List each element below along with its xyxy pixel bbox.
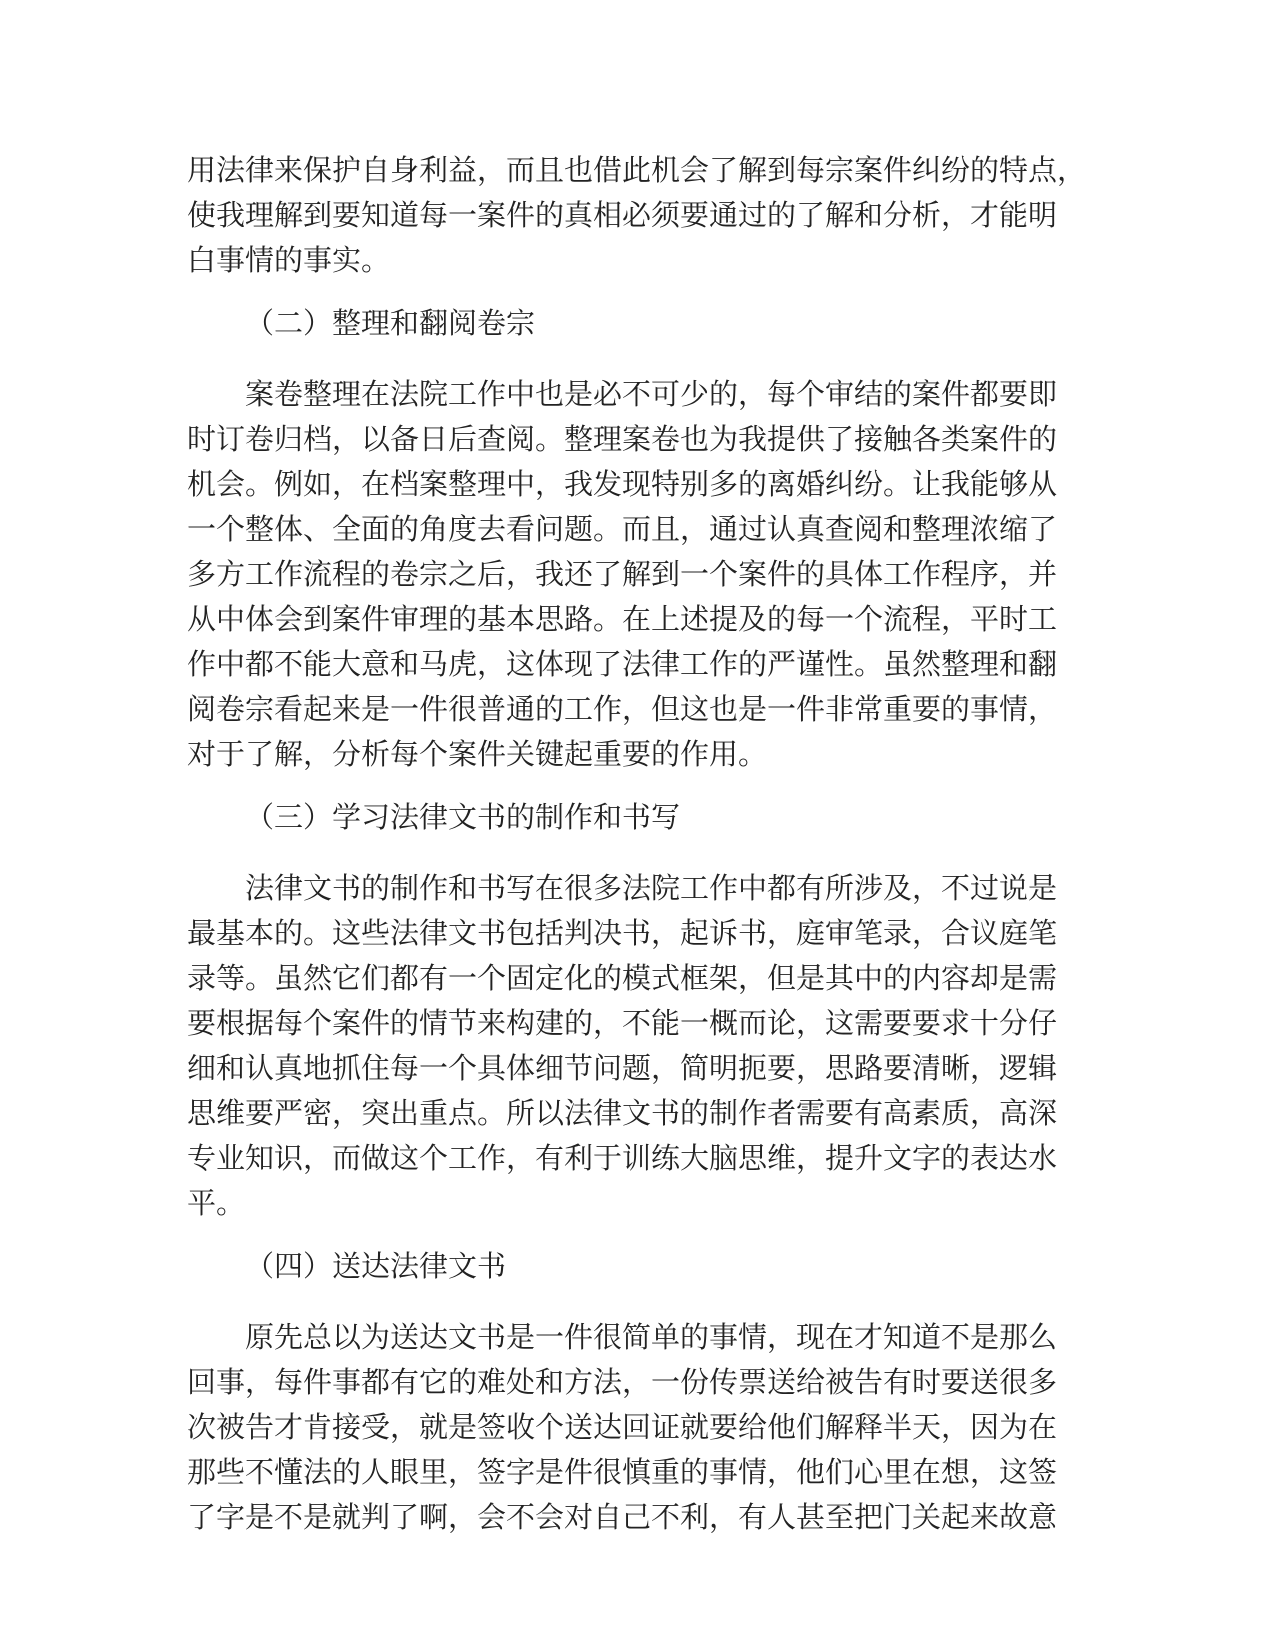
section-3-line: 平。 [187,1186,246,1220]
section-3-paragraph [187,866,1077,1226]
section-4-line: 次被告才肯接受，就是签收个送达回证就要给他们解释半天，因为在 [187,1410,1058,1444]
section-4-line: 回事，每件事都有它的难处和方法，一份传票送给被告有时要送很多 [187,1365,1058,1399]
section-2-line: 时订卷归档，以备日后查阅。整理案卷也为我提供了接触各类案件的 [187,422,1058,456]
section-4-line: 那些不懂法的人眼里，签字是件很慎重的事情，他们心里在想，这签 [187,1455,1058,1489]
section-3-line: 最基本的。这些法律文书包括判决书，起诉书，庭审笔录，合议庭笔 [187,916,1058,950]
section-heading-2: （二）整理和翻阅卷宗 [245,306,536,340]
intro-paragraph [187,148,1087,283]
section-2-paragraph [187,372,1077,777]
section-heading-3: （三）学习法律文书的制作和书写 [245,800,681,834]
section-2-line: 从中体会到案件审理的基本思路。在上述提及的每一个流程，平时工 [187,602,1058,636]
section-3-line: 录等。虽然它们都有一个固定化的模式框架，但是其中的内容却是需 [187,961,1058,995]
section-2-line: 机会。例如，在档案整理中，我发现特别多的离婚纠纷。让我能够从 [187,467,1058,501]
section-2-line: 多方工作流程的卷宗之后，我还了解到一个案件的具体工作程序，并 [187,557,1058,591]
intro-line: 使我理解到要知道每一案件的真相必须要通过的了解和分析，才能明 [187,198,1058,232]
section-heading-4: （四）送达法律文书 [245,1249,507,1283]
section-2-line: 作中都不能大意和马虎，这体现了法律工作的严谨性。虽然整理和翻 [187,647,1058,681]
document-body [187,148,1087,1540]
section-2-line: 案卷整理在法院工作中也是必不可少的，每个审结的案件都要即 [245,377,1058,411]
section-4-line: 原先总以为送达文书是一件很简单的事情，现在才知道不是那么 [245,1320,1058,1354]
intro-line: 用法律来保护自身利益，而且也借此机会了解到每宗案件纠纷的特点， [187,153,1087,187]
section-3-line: 法律文书的制作和书写在很多法院工作中都有所涉及，不过说是 [245,871,1058,905]
section-3-line: 细和认真地抓住每一个具体细节问题，简明扼要，思路要清晰，逻辑 [187,1051,1058,1085]
intro-line: 白事情的事实。 [187,243,391,277]
section-4-paragraph [187,1315,1077,1540]
section-2-line: 一个整体、全面的角度去看问题。而且，通过认真查阅和整理浓缩了 [187,512,1058,546]
section-2-line: 对于了解，分析每个案件关键起重要的作用。 [187,737,768,771]
section-3-line: 专业知识，而做这个工作，有利于训练大脑思维，提升文字的表达水 [187,1141,1058,1175]
section-3-line: 思维要严密，突出重点。所以法律文书的制作者需要有高素质，高深 [187,1096,1058,1130]
section-2-line: 阅卷宗看起来是一件很普通的工作，但这也是一件非常重要的事情， [187,692,1058,726]
section-3-line: 要根据每个案件的情节来构建的，不能一概而论，这需要要求十分仔 [187,1006,1058,1040]
section-4-line: 了字是不是就判了啊，会不会对自己不利，有人甚至把门关起来故意 [187,1500,1058,1534]
